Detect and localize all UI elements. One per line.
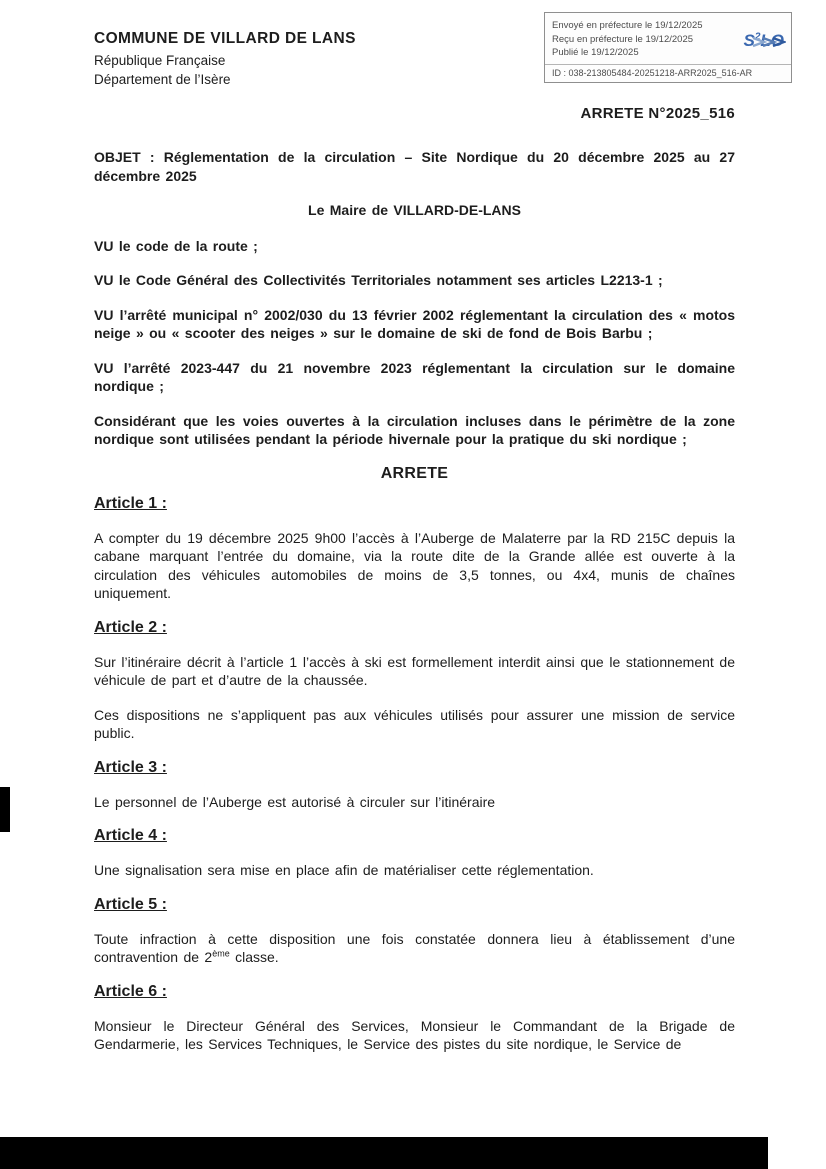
- stamp-published-line: Publié le 19/12/2025: [552, 47, 639, 58]
- scan-artifact-bottom: [0, 1137, 768, 1169]
- article-6-heading: Article 6 :: [94, 982, 167, 1000]
- scan-artifact-left: [0, 787, 10, 832]
- s2lo-swoosh-icon: [752, 35, 786, 49]
- vu-paragraph-3: VU l’arrêté municipal n° 2002/030 du 13 février 2002 réglementant la circulation des « motos neige » ou « scooter des neiges » sur le domaine de ski de fond de Bois Barbu ;: [94, 306, 735, 341]
- article-5-body: [94, 930, 735, 967]
- departement-line: Département de l’Isère: [94, 71, 231, 87]
- document-content: [94, 30, 735, 1070]
- article-6-body: Monsieur le Directeur Général des Services, Monsieur le Commandant de la Brigade de Gendarmerie, les Services Techniques, le Service des pistes du site nordique, le Service de: [94, 1017, 735, 1052]
- maire-line: Le Maire de VILLARD-DE-LANS: [308, 202, 521, 218]
- stamp-id-line: ID : 038-213805484-20251218-ARR2025_516-AR: [545, 64, 791, 82]
- vu-paragraph-1: VU le code de la route ;: [94, 237, 258, 254]
- letterhead: [94, 30, 735, 89]
- s2lo-logo-text: $S^2LO$: [743, 31, 784, 50]
- article-2-body-2: Ces dispositions ne s’appliquent pas aux véhicules utilisés pour assurer une mission de service public.: [94, 706, 735, 741]
- arrete-number-title: ARRETE N°2025_516: [580, 105, 735, 122]
- stamp-received-line: Reçu en préfecture le 19/12/2025: [552, 33, 694, 45]
- article-2-body-1: Sur l’itinéraire décrit à l’article 1 l’accès à ski est formellement interdit ainsi que le stationnement de véhicule de part et d’autre de la chaussée.: [94, 653, 735, 688]
- vu-paragraph-2: VU le Code Général des Collectivités Territoriales notamment ses articles L2213-1 ;: [94, 272, 663, 288]
- article-2-heading: Article 2 :: [94, 618, 167, 636]
- article-3-body: Le personnel de l’Auberge est autorisé à circuler sur l’itinéraire: [94, 793, 496, 810]
- objet-text: Réglementation de la circulation – Site Nordique du 20 décembre 2025 au 27 décembre 2025: [94, 149, 735, 184]
- vu-paragraph-4: VU l’arrêté 2023-447 du 21 novembre 2023 réglementant la circulation sur le domaine nordique ;: [94, 359, 735, 394]
- article-5-text-post: classe.: [229, 949, 279, 965]
- article-4-heading: Article 4 :: [94, 827, 167, 844]
- arrete-heading: ARRETE: [380, 464, 449, 482]
- article-4-body: Une signalisation sera mise en place afin de matérialiser cette réglementation.: [94, 862, 594, 878]
- article-1-body: A compter du 19 décembre 2025 9h00 l’accès à l’Auberge de Malaterre par la RD 215C depuis la cabane marquant l’entrée du domaine, via la route dite de la Grande allée est ouverte à la circulation des véhicules automobiles de moins de 3,5 tonnes, ou 4x4, munis de chaînes uniquement.: [94, 529, 735, 601]
- objet-label: OBJET :: [94, 149, 155, 165]
- objet-paragraph: [94, 148, 735, 185]
- republique-line: République Française: [94, 53, 226, 68]
- considerant-paragraph: Considérant que les voies ouvertes à la circulation incluses dans le périmètre de la zone nordique sont utilisées pendant la période hivernale pour la pratique du ski nordique ;: [94, 412, 735, 447]
- article-5-heading: Article 5 :: [94, 895, 167, 913]
- article-3-heading: Article 3 :: [94, 758, 167, 776]
- article-5-superscript: ème: [212, 948, 230, 959]
- commune-title: COMMUNE DE VILLARD DE LANS: [94, 30, 356, 47]
- article-5-text-pre: Toute infraction à cette disposition une fois constatée donnera lieu à établissement d’une contravention de 2: [94, 930, 735, 965]
- stamp-sent-line: Envoyé en préfecture le 19/12/2025: [552, 20, 703, 31]
- article-1-heading: Article 1 :: [94, 494, 167, 512]
